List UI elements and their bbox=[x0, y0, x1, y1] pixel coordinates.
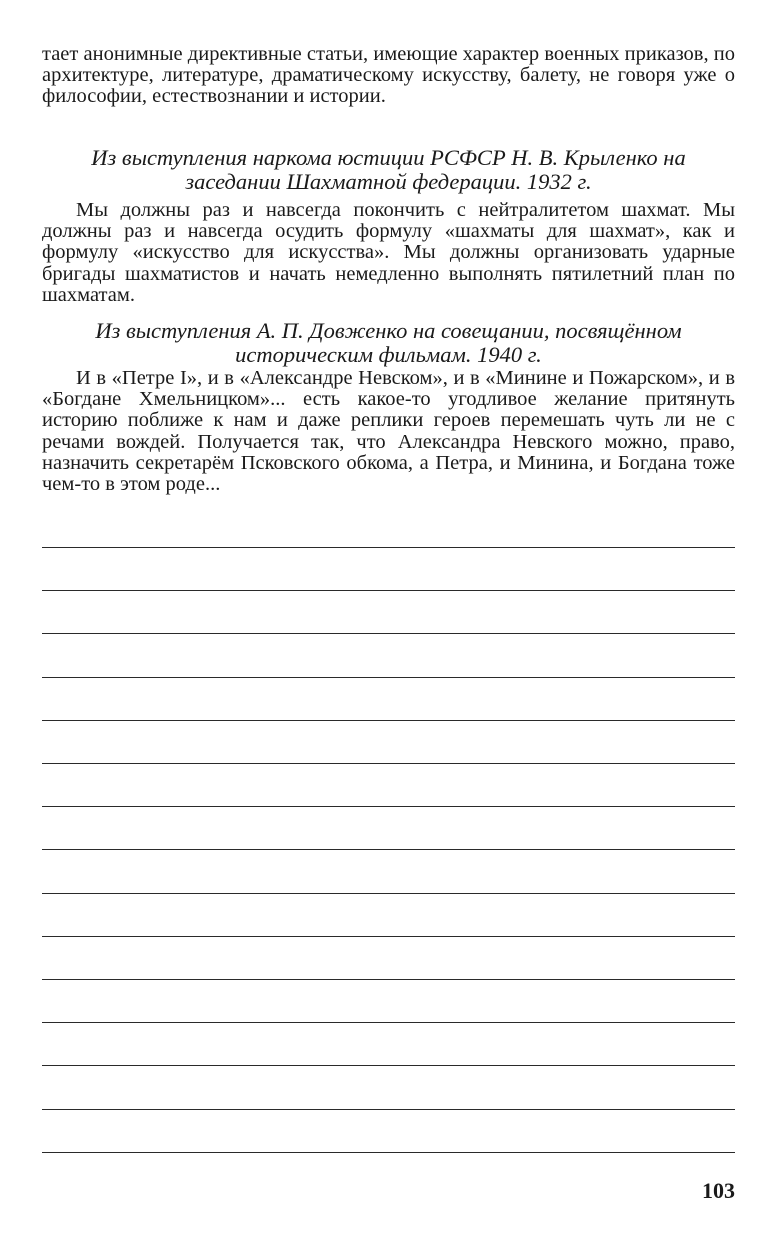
writing-line bbox=[42, 936, 735, 937]
page-number: 103 bbox=[702, 1178, 735, 1203]
writing-line bbox=[42, 763, 735, 764]
section2-heading: Из выступления А. П. Довженко на совещании, посвящённом историческим фильмам. 1940 г. bbox=[95, 318, 682, 367]
writing-line bbox=[42, 893, 735, 894]
section2-paragraph: И в «Петре I», и в «Александре Невском», и в «Минине и Пожарском», и в «Богдане Хмельницком»... есть какое-то угодливое желание притянуть историю поближе к нам и даже реплики героев перемешать чуть ли не с речами вождей. Получается так, что Александра Невского можно, право, назначить секретарём Псковского обкома, а Петра, и Минина, и Богдана тоже чем-то в этом роде... bbox=[42, 367, 735, 496]
writing-line bbox=[42, 720, 735, 721]
writing-line bbox=[42, 677, 735, 678]
writing-line bbox=[42, 849, 735, 850]
writing-line bbox=[42, 590, 735, 591]
writing-line bbox=[42, 806, 735, 807]
writing-line bbox=[42, 979, 735, 980]
writing-line bbox=[42, 1109, 735, 1110]
section1-heading: Из выступления наркома юстиции РСФСР Н. В. Крыленко на заседании Шахматной федерации. 1932 г. bbox=[91, 145, 686, 194]
intro-paragraph: тает анонимные директивные статьи, имеющие характер военных приказов, по архитектуре, литературе, драматическому искусству, балету, не говоря уже о философии, естествознании и истории. bbox=[42, 43, 735, 108]
section1-paragraph: Мы должны раз и навсегда покончить с нейтралитетом шахмат. Мы должны раз и навсегда осудить формулу «шахматы для шахмат», как и формулу «искусство для искусства». Мы должны организовать ударные бригады шахматистов и начать немедленно выполнять пятилетний план по шахматам. bbox=[42, 199, 735, 306]
writing-line bbox=[42, 633, 735, 634]
writing-line bbox=[42, 1065, 735, 1066]
writing-line bbox=[42, 1022, 735, 1023]
writing-line bbox=[42, 547, 735, 548]
writing-line bbox=[42, 1152, 735, 1153]
